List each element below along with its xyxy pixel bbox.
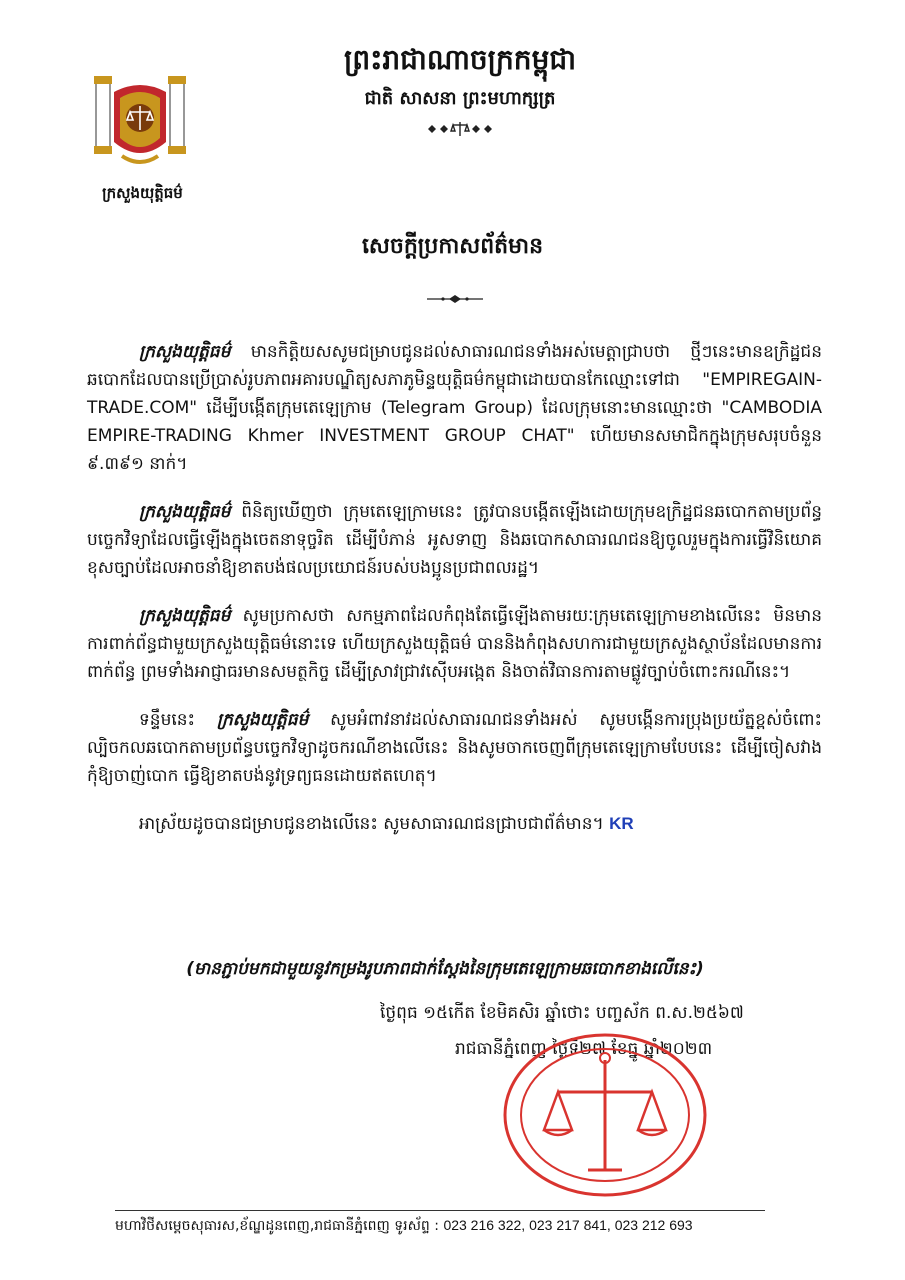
footer-phones: 023 216 322, 023 217 841, 023 212 693 (443, 1217, 693, 1233)
date-lunar: ថ្ងៃពុធ ១៥កើត ខែមិគសិរ ឆ្នាំថោះ បញ្ចស័ក ព.ស.២៥៦៧ (380, 1003, 744, 1023)
divider-ornament-icon (425, 292, 485, 306)
document-title: សេចក្តីប្រកាសព័ត៌មាន (361, 234, 544, 259)
ministry-lead: ក្រសួងយុត្តិធម៌ (139, 342, 231, 362)
paragraph-3 (87, 602, 822, 686)
paragraph-1 (87, 338, 822, 478)
ministry-lead: ក្រសួងយុត្តិធម៌ (139, 606, 231, 626)
paragraph-text: សូមប្រកាសថា សកម្មភាពដែលកំពុងតែធ្វើឡើងតាមរយៈក្រុមតេឡេក្រាមខាងលើនេះ មិនមានការពាក់ព័ន្ធជាមួយក្រសួងយុត្តិធម៌នោះទេ ហើយក្រសួងយុត្តិធម៌ បាននិងកំពុងសហការជាមួយក្រសួងស្ថាប័នដែលមានការពាក់ព័ន្ធ ព្រមទាំងអាជ្ញាធរមានសមត្ថកិច្ច ដើម្បីស្រាវជ្រាវស៊ើបអង្កេត និងចាត់វិធានការតាមផ្លូវច្បាប់ចំពោះករណីនេះ។ (87, 606, 822, 682)
national-motto: ជាតិ សាសនា ព្រះមហាក្សត្រ (364, 88, 556, 109)
footer-divider (115, 1210, 765, 1211)
paragraph-2 (87, 498, 822, 582)
ministry-lead: ក្រសួងយុត្តិធម៌ (139, 502, 231, 522)
ministry-emblem-icon (92, 72, 188, 172)
announcement-body (87, 338, 822, 852)
ministry-lead: ក្រសួងយុត្តិធម៌ (216, 710, 309, 730)
date-solar: រាជធានីភ្នំពេញ ថ្ងៃទី២៧ ខែធ្នូ ឆ្នាំ២០២៣ (455, 1039, 713, 1059)
paragraph-4 (87, 706, 822, 790)
paragraph-text: សូមអំពាវនាវដល់សាធារណជនទាំងអស់ សូមបង្កើនការប្រុងប្រយ័ត្នខ្ពស់ចំពោះល្បិចកលឆបោកតាមប្រព័ន្ធបច្ចេកវិទ្យាដូចករណីខាងលើនេះ និងសូមចាកចេញពីក្រុមតេឡេក្រាមបែបនេះ ដើម្បីចៀសវាងកុំឱ្យចាញ់បោក ធ្វើឱ្យខាតបង់នូវទ្រព្យធនដោយឥតហេតុ។ (87, 710, 822, 786)
attachment-note: (មានភ្ជាប់មកជាមួយនូវកម្រងរូបភាពជាក់ស្តែងនៃក្រុមតេឡេក្រាមឆបោកខាងលើនេះ) (186, 959, 704, 979)
ornament-icon (420, 119, 500, 139)
official-seal-icon (500, 1030, 710, 1200)
paragraph-prefix: ទន្ទឹមនេះ (139, 710, 217, 730)
ministry-name: ក្រសួងយុត្តិធម៌ (102, 184, 183, 202)
closing-line (87, 810, 822, 838)
footer-address: មហាវិថីសម្តេចសុធារស,ខ័ណ្ឌដូនពេញ,រាជធានីភ្នំពេញ ទូរស័ព្ទ : (115, 1218, 439, 1234)
closing-mark: KR (609, 814, 634, 833)
footer-contact (115, 1216, 795, 1237)
kingdom-heading: ព្រះរាជាណាចក្រកម្ពុជា (343, 43, 576, 76)
paragraph-text: ពិនិត្យឃើញថា ក្រុមតេឡេក្រាមនេះ ត្រូវបានបង្កើតឡើងដោយក្រុមឧក្រិដ្ឋជនឆបោកតាមប្រព័ន្ធបច្ចេកវិទ្យាដែលធ្វើឡើងក្នុងចេតនាទុច្ចរិត ដើម្បីបំភាន់ អូសទាញ និងឆបោកសាធារណជនឱ្យចូលរួមក្នុងការធ្វើវិនិយោគខុសច្បាប់ដែលអាចនាំឱ្យខាតបង់ផលប្រយោជន៍របស់បងប្អូនប្រជាពលរដ្ឋ។ (87, 502, 822, 578)
paragraph-text: មានកិត្តិយសសូមជម្រាបជូនដល់សាធារណជនទាំងអស់មេត្តាជ្រាបថា ថ្មីៗនេះមានឧក្រិដ្ឋជនឆបោកដែលបានប្រើប្រាស់រូបភាពអគារបណ្ឌិត្យសភាភូមិន្ទយុត្តិធម៌កម្ពុជាដោយបានកែឈ្មោះទៅជា "EMPIREGAIN-TRADE.COM" ដើម្បីបង្កើតក្រុមតេឡេក្រាម (Telegram Group) ដែលក្រុមនោះមានឈ្មោះថា "CAMBODIA EMPIRE-TRADING Khmer INVESTMENT GROUP CHAT" ហើយមានសមាជិកក្នុងក្រុមសរុបចំនួន ៩.៣៩១ នាក់។ (87, 342, 822, 474)
closing-text: អាស្រ័យដូចបានជម្រាបជូនខាងលើនេះ សូមសាធារណជនជ្រាបជាព័ត៌មាន។ (139, 814, 604, 834)
